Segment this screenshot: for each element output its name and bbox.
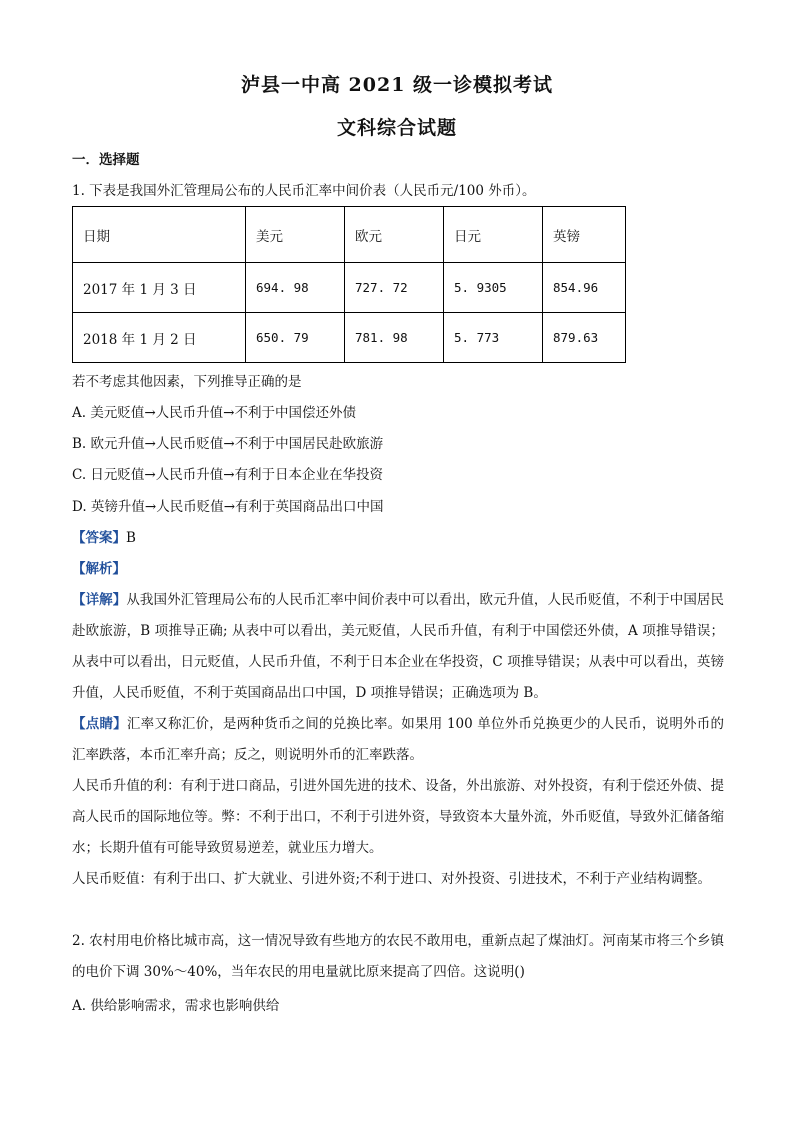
exchange-rate-table [72, 206, 626, 363]
detail-tag: 【详解】 [72, 592, 127, 608]
question-1-stem: 1. 下表是我国外汇管理局公布的人民币汇率中间价表（人民币元/100 外币）。 [72, 183, 536, 199]
table-header-cell: 英镑 [543, 207, 626, 263]
table-cell-jpy: 5. 9305 [444, 263, 543, 313]
option-d: D. 英镑升值→人民币贬值→有利于英国商品出口中国 [72, 499, 384, 515]
table-cell-usd: 650. 79 [246, 313, 345, 363]
table-header-cell: 欧元 [345, 207, 444, 263]
table-cell-gbp: 879.63 [543, 313, 626, 363]
analysis-tag: 【解析】 [72, 561, 126, 577]
section-heading: 一．选择题 [72, 152, 140, 168]
table-cell-jpy: 5. 773 [444, 313, 543, 363]
question-2-option-a: A. 供给影响需求，需求也影响供给 [72, 998, 280, 1014]
table-header-cell: 日元 [444, 207, 543, 263]
answer-value: B [126, 530, 136, 546]
question-1-prompt: 若不考虑其他因素，下列推导正确的是 [72, 374, 302, 390]
exam-subtitle: 文科综合试题 [336, 117, 457, 139]
table-header-cell: 日期 [73, 207, 246, 263]
table-cell-date: 2017 年 1 月 3 日 [73, 263, 246, 313]
table-header-row [73, 207, 626, 263]
table-header-cell: 美元 [246, 207, 345, 263]
question-2-stem: 2. 农村用电价格比城市高，这一情况导致有些地方的农民不敢用电，重新点起了煤油灯。河南某市将三个乡镇的电价下调 30%～40%，当年农民的用电量就比原来提高了四倍。这说明() [72, 933, 724, 980]
table-row [73, 313, 626, 363]
table-cell-usd: 694. 98 [246, 263, 345, 313]
table-cell-eur: 781. 98 [345, 313, 444, 363]
comment-tag: 【点睛】 [72, 716, 127, 732]
table-cell-gbp: 854.96 [543, 263, 626, 313]
option-b: B. 欧元升值→人民币贬值→不利于中国居民赴欧旅游 [72, 436, 384, 452]
table-cell-eur: 727. 72 [345, 263, 444, 313]
detail-paragraph [72, 585, 724, 709]
answer-line [72, 528, 732, 548]
comment-paragraph [72, 709, 724, 771]
appreciation-note: 人民币升值的利：有利于进口商品，引进外国先进的技术、设备，外出旅游、对外投资，有利于偿还外债、提高人民币的国际地位等。弊：不利于出口，不利于引进外资，导致资本大量外流，外币贬值，导致外汇储备缩水；长期升值有可能导致贸易逆差，就业压力增大。 [72, 778, 724, 856]
comment-text: 汇率又称汇价，是两种货币之间的兑换比率。如果用 100 单位外币兑换更少的人民币，说明外币的汇率跌落，本币汇率升高；反之，则说明外币的汇率跌落。 [72, 716, 724, 763]
option-a: A. 美元贬值→人民币升值→不利于中国偿还外债 [72, 405, 356, 421]
exam-title: 泸县一中高 2021 级一诊模拟考试 [240, 74, 554, 96]
table-row [73, 263, 626, 313]
table-cell-date: 2018 年 1 月 2 日 [73, 313, 246, 363]
detail-text: 从我国外汇管理局公布的人民币汇率中间价表中可以看出，欧元升值，人民币贬值，不利于中国居民赴欧旅游，B 项推导正确; 从表中可以看出，美元贬值，人民币升值，有利于中国偿还外债，A 项推导错误；从表中可以看出，日元贬值，人民币升值，不利于日本企业在华投资，C 项推导错误；从表中可以看出，英镑升值，人民币贬值，不利于英国商品出口中国，D 项推导错误；正确选项为 B。 [72, 592, 725, 701]
depreciation-note: 人民币贬值：有利于出口、扩大就业、引进外资;不利于进口、对外投资、引进技术，不利于产业结构调整。 [72, 871, 712, 887]
analysis-line [72, 559, 732, 579]
option-c: C. 日元贬值→人民币升值→有利于日本企业在华投资 [72, 467, 384, 483]
answer-tag: 【答案】 [72, 530, 126, 546]
